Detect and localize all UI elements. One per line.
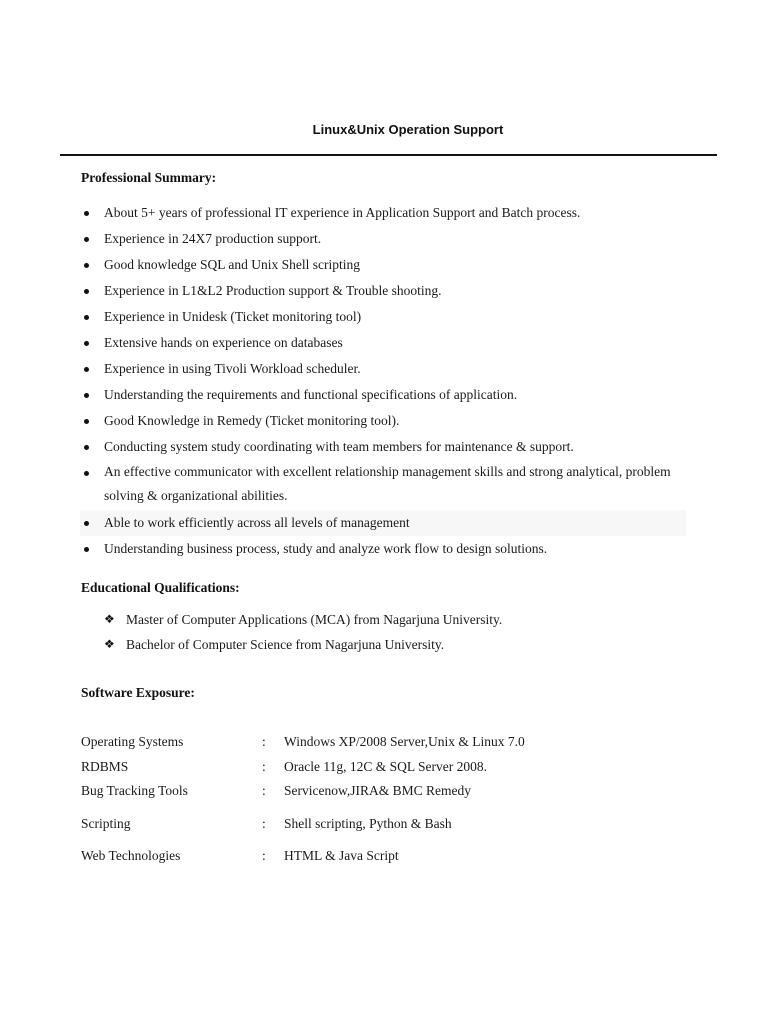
summary-item: Good Knowledge in Remedy (Ticket monitoring tool). — [0, 408, 768, 434]
bullet-icon — [84, 341, 89, 346]
summary-item: Experience in L1&L2 Production support & Trouble shooting. — [0, 278, 768, 304]
software-value: Windows XP/2008 Server,Unix & Linux 7.0 — [284, 734, 525, 749]
document-title: Linux&Unix Operation Support — [312, 122, 504, 137]
separator: : — [262, 759, 266, 774]
bullet-icon — [84, 393, 89, 398]
software-value: Servicenow,JIRA& BMC Remedy — [284, 783, 471, 798]
bullet-icon — [84, 521, 89, 526]
bullet-icon — [84, 211, 89, 216]
diamond-bullet-icon: ❖ — [104, 637, 115, 651]
summary-item: Good knowledge SQL and Unix Shell scripting — [0, 252, 768, 278]
separator: : — [262, 816, 266, 831]
separator: : — [262, 783, 266, 798]
software-label: Bug Tracking Tools — [81, 783, 188, 798]
software-label: Scripting — [81, 816, 131, 831]
summary-item: An effective communicator with excellent relationship management skills and strong analytical, problem solving & organizational abilities. — [0, 460, 768, 510]
summary-item: Experience in Unidesk (Ticket monitoring tool) — [0, 304, 768, 330]
software-value: HTML & Java Script — [284, 848, 399, 863]
title-divider — [60, 154, 717, 156]
professional-summary-heading: Professional Summary: — [81, 170, 217, 185]
summary-item: Able to work efficiently across all levels of management — [0, 510, 768, 536]
bullet-icon — [84, 315, 89, 320]
education-item: ❖ Bachelor of Computer Science from Nagarjuna University. — [0, 632, 502, 657]
separator: : — [262, 734, 266, 749]
summary-item: Understanding the requirements and functional specifications of application. — [0, 382, 768, 408]
bullet-icon — [84, 471, 89, 476]
software-value: Shell scripting, Python & Bash — [284, 816, 452, 831]
bullet-icon — [84, 263, 89, 268]
software-label: Operating Systems — [81, 734, 184, 749]
education-list — [0, 607, 502, 657]
software-label: RDBMS — [81, 759, 129, 774]
summary-item: About 5+ years of professional IT experience in Application Support and Batch process. — [0, 200, 768, 226]
diamond-bullet-icon: ❖ — [104, 612, 115, 626]
summary-item: Extensive hands on experience on databases — [0, 330, 768, 356]
summary-item: Experience in using Tivoli Workload scheduler. — [0, 356, 768, 382]
bullet-icon — [84, 547, 89, 552]
educational-qualifications-heading: Educational Qualifications: — [81, 580, 240, 595]
separator: : — [262, 848, 266, 863]
summary-item: Experience in 24X7 production support. — [0, 226, 768, 252]
summary-item: Understanding business process, study and analyze work flow to design solutions. — [0, 536, 768, 562]
summary-item: Conducting system study coordinating with team members for maintenance & support. — [0, 434, 768, 460]
bullet-icon — [84, 419, 89, 424]
bullet-icon — [84, 289, 89, 294]
bullet-icon — [84, 445, 89, 450]
software-value: Oracle 11g, 12C & SQL Server 2008. — [284, 759, 487, 774]
summary-list — [0, 200, 768, 562]
software-label: Web Technologies — [81, 848, 181, 863]
bullet-icon — [84, 367, 89, 372]
education-item: ❖ Master of Computer Applications (MCA) from Nagarjuna University. — [0, 607, 502, 632]
bullet-icon — [84, 237, 89, 242]
software-exposure-heading: Software Exposure: — [81, 685, 195, 700]
